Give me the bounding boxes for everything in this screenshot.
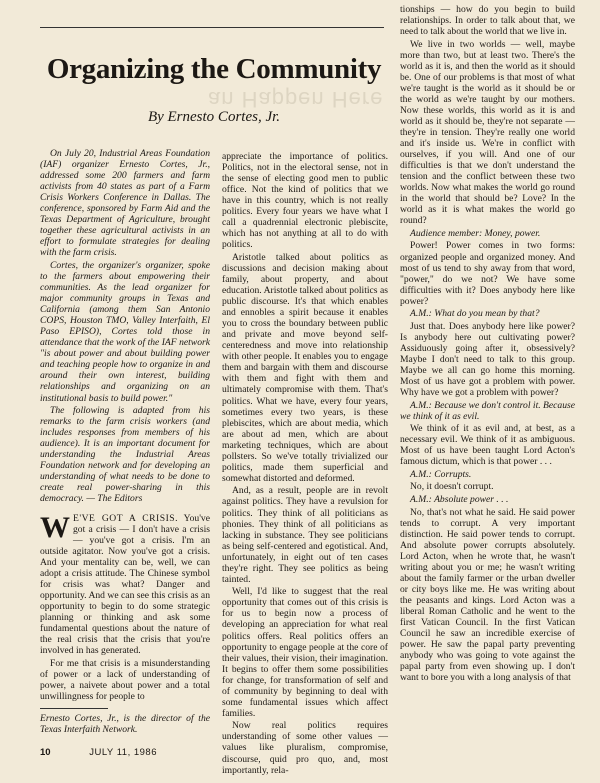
body-paragraph: Well, I'd like to suggest that the real opportunity that comes out of this crisis is for us to begin now a process of developing an appreciation for what real politics offers. Real politics offers an opportunity to engage people at the core of their values, their vision, their imagination. It begins to offer them some possibilities for change, for transformation of self and of community by beginning to deal with some fundamental issues which affect families. <box>222 586 388 719</box>
top-rule <box>40 27 384 28</box>
body-paragraph: We live in two worlds — well, maybe more than two, but at least two. There's the world as it is, and then the world as it should be. One of our problems is that most of what we're taught is the world as it should be or the world as we're taught by our mothers. Now these worlds, this world as it is and world as it should be, they're not separate — they're in tension. They're really one world and it's inside us. We're in conflict with ourselves, if you will. And one of our difficulties is that we don't understand the tension and the conflict between these two worlds. Now what makes the world go round in the world that should be? Love? In the world as it is what makes the world go round? <box>400 38 575 227</box>
body-paragraph: We think of it as evil and, at best, as a necessary evil. We think of it as ambiguous. Most of us have been taught Lord Acton's famous dictum, which is that power . . . <box>400 423 575 468</box>
body-paragraph: appreciate the importance of politics. Politics, not in the electoral sense, not in the sense of electing good men to public office. Not the kind of politics that we have in this country, which is not really politics. Every four years we have what I call a quadrennial electronic plebiscite, which has not anything at all to do with politics. <box>222 151 388 251</box>
drop-cap: W <box>40 510 70 544</box>
column-1 <box>40 148 210 736</box>
issue-date: JULY 11, 1986 <box>89 747 157 758</box>
body-paragraph: No, that's not what he said. He said power tends to corrupt. A very important distinction. He said power tends to corrupt. And absolute power corrupts absolutely. Lord Acton, when he wrote that, he wasn't writing about you or me; he wasn't writing about the family farmer or the urban dweller or city boys like me. He was writing about the peasants and kings. Lord Acton was a liberal Roman Catholic and he went to the first Vatican Council. In the first Vatican Council he saw an incredible exercise of power. He saw the papal party preventing anybody who was going to vote against the papal party from even showing up. I don't want to bore you with a long analysis of that <box>400 506 575 684</box>
author-note-rule <box>40 708 108 709</box>
editor-intro <box>40 148 210 505</box>
intro-paragraph: On July 20, Industrial Areas Foundation (IAF) organizer Ernesto Cortes, Jr., addressed some 200 farmers and farm activists from 40 states as part of a Farm Crisis Workers Conference in Dallas. The conference, sponsored by Farm Aid and the Texas Department of Agriculture, brought together these agricultural activists in an effort to formulate strategies for dealing with the farm crisis. <box>40 148 210 259</box>
article-byline: By Ernesto Cortes, Jr. <box>147 109 281 125</box>
author-note-text: Ernesto Cortes, Jr., is the director of the Texas Interfaith Network. <box>40 712 210 735</box>
column-2 <box>222 151 388 777</box>
audience-quote: A.M.: What do you mean by that? <box>410 308 540 320</box>
audience-quote: A.M.: Corrupts. <box>410 468 472 480</box>
audience-quote: A.M.: Because we don't control it. Because we think of it as evil. <box>400 399 576 422</box>
page-footer <box>40 747 157 759</box>
lead-caps: E'VE GOT A CRISIS. <box>73 512 179 524</box>
body-paragraph: And, as a result, people are in revolt against politics. They have a revulsion for politics. They think of all politicians as phonies. They think of all politicians as lacking in substance. They see politicians as being self-centered and egotistical. And, unfortunately, in eight out of ten cases they're right. They see politics as being tainted. <box>222 485 388 585</box>
intro-paragraph: The following is adapted from his remarks to the farm crisis workers (and includes responses from members of his audience). It is an important document for understanding the Industrial Areas Foundation network and for developing an understanding of what needs to be done to create real power-sharing in this democracy. — The Editors <box>40 405 210 505</box>
audience-quote: Audience member: Money, power. <box>410 227 541 239</box>
page-number: 10 <box>40 747 51 758</box>
audience-quote: A.M.: Absolute power . . . <box>410 494 509 506</box>
intro-paragraph: Cortes, the organizer's organizer, spoke to the farmers about empowering their communities. As the lead organizer for major community groups in Texas and California (among them San Antonio COPS, Houston TMO, Valley Interfaith, El Paso EPISO), Cortes told those in attendance that the work of the IAF network "is about power and about building power and teaching people how to organize in and around their own interest, building relationships and organizing on an institutional basis to build power." <box>40 259 210 404</box>
body-paragraph: Aristotle talked about politics as discussions and decision making about family, about property, and about education. Aristotle talked about politics as public discourse. It's that which enables and ennobles a spirit because it enables you to cross the boundary between public and private and move beyond self-centeredness and move into relationship with other people. It enables you to engage them and bargain with them and discourse with them and fight with them and ultimately compromise with them. That's politics. What we have, every four years, sometimes every two years, is these plebiscites, which are about media, which are about ad men, which are about marketing techniques, which are about pollsters. So we've totally trivialized our politics, made them superficial and somewhat distorted and deformed. <box>222 251 388 484</box>
lead-paragraph <box>40 510 210 657</box>
body-paragraph: tionships — how do you begin to build relationships. In order to talk about that, we need to talk about the world that we live in. <box>400 4 575 38</box>
bleed-through-text: an Happen Here <box>208 87 384 112</box>
lead-text: You've got a crisis — I don't have a crisis — you've got a crisis. I'm an outside agitator. Now you've got a crisis. And your mentality can be, well, we can adopt a crisis attitude. The Chinese symbol for crisis was what? Danger and opportunity. And we can see this crisis as an opportunity to begin to do some strategic planning or thinking and ask some fundamental questions about the nature of the real crisis that the crisis that you're involved in has generated. <box>40 512 210 657</box>
column-3 <box>400 4 575 685</box>
body-paragraph: No, it doesn't corrupt. <box>410 481 494 493</box>
body-paragraph: Power! Power comes in two forms: organized people and organized money. And most of us tend to shy away from that word, "power," do we not? We have some difficulties with it? Does anybody here like power? <box>400 240 575 307</box>
article-title: Organizing the Community <box>46 53 382 85</box>
author-note <box>40 713 210 735</box>
body-paragraph: Just that. Does anybody here like power? Is anybody here out cultivating power? Assiduously going after it, obsessively? Maybe I don't need to talk to this group. Maybe we all can go home this morning. Most of us have got a problem with power. Why have we got a problem with power? <box>400 320 575 399</box>
body-paragraph: Now real politics requires understanding of some other values — values like pluralism, compromise, discourse, quid pro quo, and, most importantly, rela- <box>222 720 388 776</box>
body-paragraph: For me that crisis is a misunderstanding of power or a lack of understanding of power, a naivete about power and a total unwillingness for people to <box>40 657 210 702</box>
